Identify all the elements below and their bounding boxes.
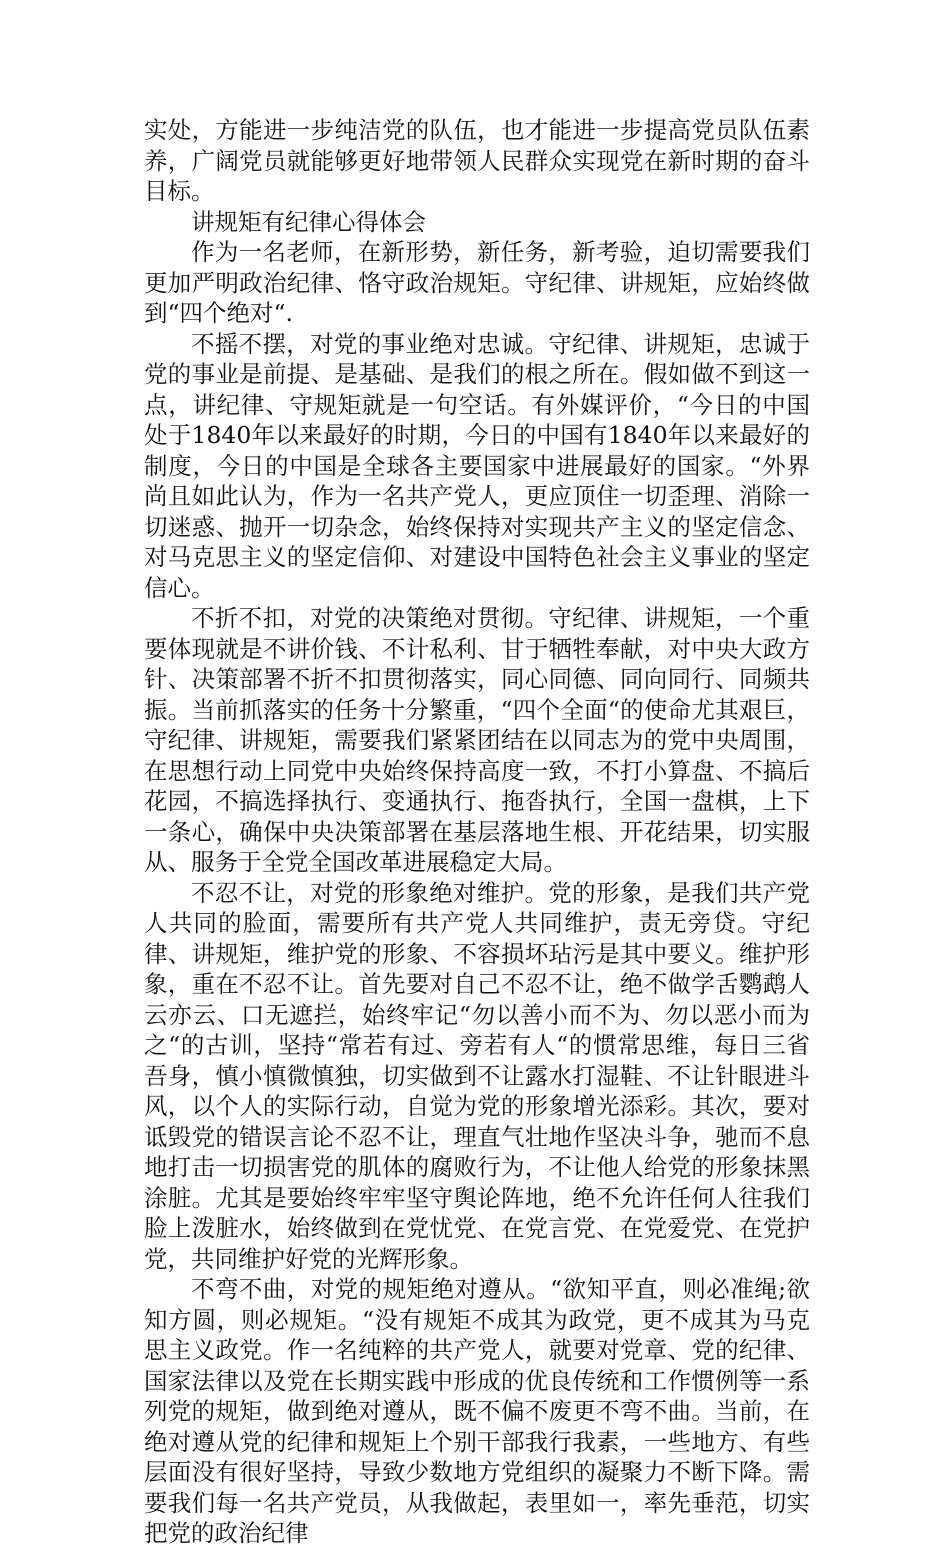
paragraph: 作为一名老师，在新形势，新任务，新考验，迫切需要我们更加严明政治纪律、恪守政治规矩。守纪律、讲规矩，应始终做到“四个绝对“. <box>144 238 810 327</box>
section-title: 讲规矩有纪律心得体会 <box>191 207 426 236</box>
paragraph: 不折不扣，对党的决策绝对贯彻。守纪律、讲规矩，一个重要体现就是不讲价钱、不计私利、甘于牺牲奉献，对中央大政方针、决策部署不折不扣贯彻落实，同心同德、同向同行、同频共振。当前抓落实的任务十分繁重，“四个全面“的使命尤其艰巨，守纪律、讲规矩，需要我们紧紧团结在以同志为的党中央周围，在思想行动上同党中央始终保持高度一致，不打小算盘、不搞后花园，不搞选择执行、变通执行、拖沓执行，全国一盘棋，上下一条心，确保中央决策部署在基层落地生根、开花结果，切实服从、服务于全党全国改革进展稳定大局。 <box>144 604 810 876</box>
continuation-paragraph: 实处，方能进一步纯洁党的队伍，也才能进一步提高党员队伍素养，广阔党员就能够更好地带领人民群众实现党在新时期的奋斗目标。 <box>144 116 810 205</box>
paragraph: 不摇不摆，对党的事业绝对忠诚。守纪律、讲规矩，忠诚于党的事业是前提、是基础、是我们的根之所在。假如做不到这一点，讲纪律、守规矩就是一句空话。有外媒评价，“今日的中国处于1840年以来最好的时期，今日的中国有1840年以来最好的制度，今日的中国是全球各主要国家中进展最好的国家。“外界尚且如此认为，作为一名共产党人，更应顶住一切歪理、消除一切迷惑、抛开一切杂念，始终保持对实现共产主义的坚定信念、对马克思主义的坚定信仰、对建设中国特色社会主义事业的坚定信心。 <box>144 329 810 602</box>
paragraph: 不忍不让，对党的形象绝对维护。党的形象，是我们共产党人共同的脸面，需要所有共产党人共同维护，责无旁贷。守纪律、讲规矩，维护党的形象、不容损坏玷污是其中要义。维护形象，重在不忍不让。首先要对自己不忍不让，绝不做学舌鹦鹉人云亦云、口无遮拦，始终牢记“勿以善小而不为、勿以恶小而为之“的古训，坚持“常若有过、旁若有人“的惯常思维，每日三省吾身，慎小慎微慎独，切实做到不让露水打湿鞋、不让针眼进斗风，以个人的实际行动，自觉为党的形象增光添彩。其次，要对诋毁党的错误言论不忍不让，理直气壮地作坚决斗争，驰而不息地打击一切损害党的肌体的腐败行为，不让他人给党的形象抹黑涂脏。尤其是要始终牢牢坚守舆论阵地，绝不允许任何人往我们脸上泼脏水，始终做到在党忧党、在党言党、在党爱党、在党护党，共同维护好党的光辉形象。 <box>144 878 810 1273</box>
paragraph: 不弯不曲，对党的规矩绝对遵从。“欲知平直，则必准绳;欲知方圆，则必规矩。“没有规矩不成其为政党，更不成其为马克思主义政党。作一名纯粹的共产党人，就要对党章、党的纪律、国家法律以及党在长期实践中形成的优良传统和工作惯例等一系列党的规矩，做到绝对遵从，既不偏不废更不弯不曲。当前，在绝对遵从党的纪律和规矩上个别干部我行我素，一些地方、有些层面没有很好坚持，导致少数地方党组织的凝聚力不断下降。需要我们每一名共产党员，从我做起，表里如一，率先垂范，切实把党的政治纪律 <box>144 1275 810 1547</box>
document-page <box>144 115 810 1549</box>
